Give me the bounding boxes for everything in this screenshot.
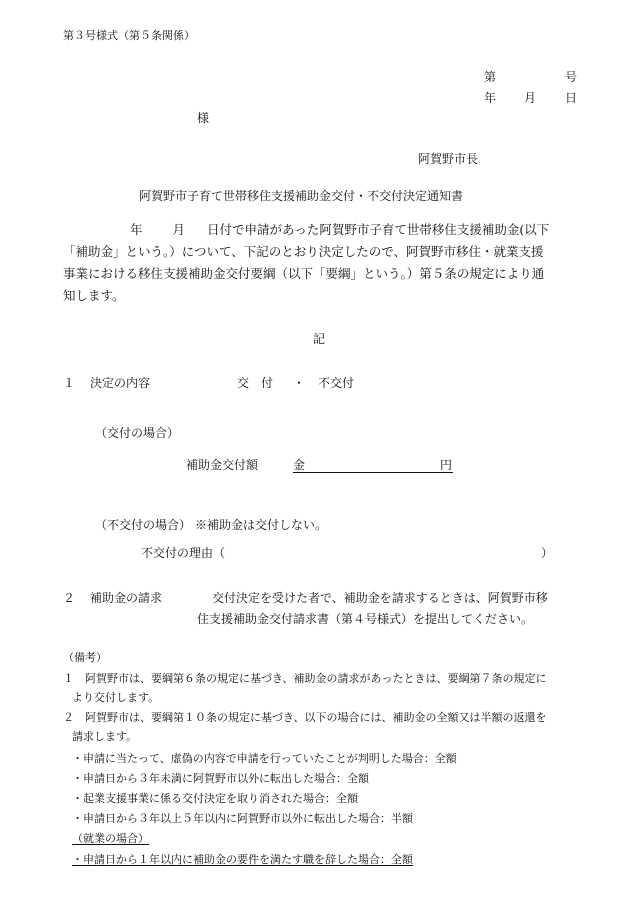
grant-case-heading: （交付の場合） xyxy=(95,426,180,440)
intro-year: 年 xyxy=(130,222,143,237)
remarks-item1-number: １ xyxy=(63,672,74,685)
date-month: 月 xyxy=(524,91,537,105)
remarks-item2-number: ２ xyxy=(63,711,74,724)
option-nongrant: 不交付 xyxy=(318,376,355,390)
amount-suffix: 円 xyxy=(440,458,453,472)
intro-line-2: 「補助金」という。）について、下記のとおり決定したので、阿賀野市移住・就業支援 xyxy=(63,244,544,259)
remarks-bullet: ・申請日から３年以上５年以内に阿賀野市以外に転出した場合：半額 xyxy=(72,812,413,825)
remarks-item2-line1: 阿賀野市は、要綱第１０条の規定に基づき、以下の場合には、補助金の全額又は半額の返還を xyxy=(85,711,547,724)
remarks-heading: （備考） xyxy=(63,651,107,664)
form-label: 第３号様式（第５条関係） xyxy=(63,29,195,42)
section2-text-line2: 住支援補助金交付請求書（第４号様式）を提出してください。 xyxy=(197,612,534,626)
section2-label: 補助金の請求 xyxy=(90,591,163,605)
number-dai: 第 xyxy=(484,70,497,84)
remarks-item1-line2: より交付します。 xyxy=(72,691,160,704)
date-year: 年 xyxy=(484,91,497,105)
employment-bullet: ・申請日から１年以内に補助金の要件を満たす職を辞した場合：全額 xyxy=(72,853,413,866)
section1-number: １ xyxy=(63,376,76,390)
reason-label: 不交付の理由（ xyxy=(141,546,226,560)
option-grant: 交 付 xyxy=(237,376,274,390)
page-title: 阿賀野市子育て世帯移住支援補助金交付・不交付決定通知書 xyxy=(139,189,464,203)
ki-marker: 記 xyxy=(313,332,326,346)
remarks-bullet: ・起業支援事業に係る交付決定を取り消された場合：全額 xyxy=(72,792,358,805)
intro-line-3: 事業における移住支援補助金交付要綱（以下「要綱」という。）第５条の規定により通 xyxy=(63,266,545,281)
date-day: 日 xyxy=(565,91,578,105)
section1-label: 決定の内容 xyxy=(90,376,151,390)
intro-line-4: 知します。 xyxy=(63,288,125,303)
intro-month: 月 xyxy=(172,222,186,237)
number-go: 号 xyxy=(565,70,578,84)
remarks-item1-line1: 阿賀野市は、要綱第６条の規定に基づき、補助金の請求があったときは、要綱第７条の規定に xyxy=(85,672,547,685)
option-separator: ・ xyxy=(293,376,306,390)
nongrant-case-heading: （不交付の場合） xyxy=(95,518,192,532)
issuer: 阿賀野市長 xyxy=(418,152,479,166)
section2-text-line1: 交付決定を受けた者で、補助金を請求するときは、阿賀野市移 xyxy=(212,591,548,605)
remarks-bullet: ・申請日から３年未満に阿賀野市以外に転出した場合：全額 xyxy=(72,772,369,785)
amount-prefix: 金 xyxy=(293,458,306,472)
nongrant-note: ※補助金は交付しない。 xyxy=(195,518,328,532)
section2-number: ２ xyxy=(63,591,76,605)
recipient-suffix: 様 xyxy=(197,111,210,125)
remarks-bullet: ・申請に当たって、虚偽の内容で申請を行っていたことが判明した場合：全額 xyxy=(72,752,457,765)
reason-close: ） xyxy=(541,546,554,560)
amount-underline xyxy=(293,472,453,473)
intro-line-1 xyxy=(63,219,583,241)
intro-line-1-rest: 日付で申請があった阿賀野市子育て世帯移住支援補助金(以下 xyxy=(207,222,550,237)
amount-label: 補助金交付額 xyxy=(186,458,259,472)
intro-paragraph xyxy=(63,219,583,307)
employment-heading: （就業の場合） xyxy=(72,832,149,845)
remarks-item2-line2: 請求します。 xyxy=(72,730,138,743)
